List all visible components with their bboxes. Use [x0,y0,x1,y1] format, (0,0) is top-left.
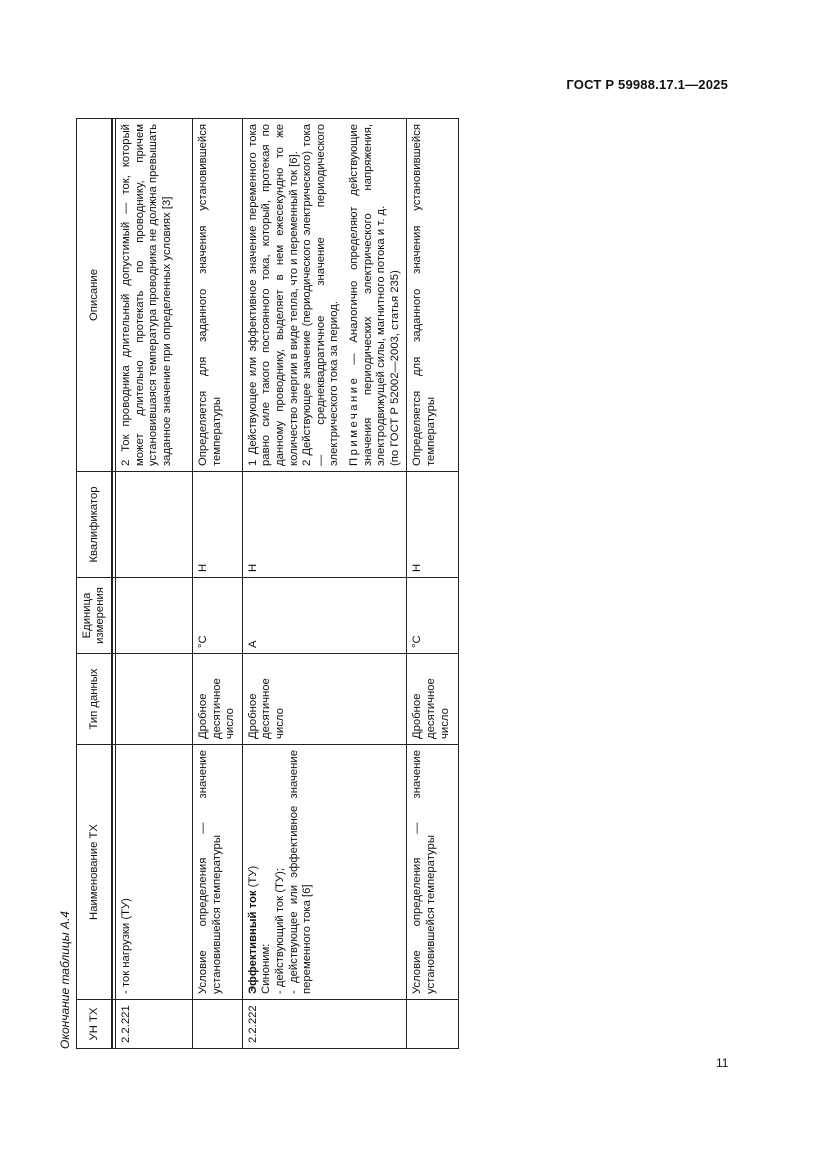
page-number: 11 [716,1056,729,1070]
col-header-description: Описание [77,119,113,472]
cell-unit: °С [193,578,243,654]
cell-description: Определяется для заданного значения установившейся температуры [193,119,243,472]
cell-description: Определяется для заданного значения установившейся температуры [407,119,459,472]
cell-qualifier: Н [407,472,459,578]
cell-unit [116,578,193,654]
cell-description [242,119,407,472]
standard-code: ГОСТ Р 59988.17.1—2025 [566,77,728,92]
cell-name: - ток нагрузки (ТУ) [116,745,193,1000]
rotated-table-area [56,119,516,1049]
cell-qualifier [116,472,193,578]
term-bold: Эффективный ток [246,890,259,994]
cell-description: 2 Ток проводника длительный допустимый — ток, который может длительно протекать по проводнику, причем установившаяся температура проводника не должна превышать заданное значение при определенных условиях [3] [116,119,193,472]
note-label: Примечание [347,375,360,466]
cell-type: Дробное десятичное число [193,654,243,745]
synonym-item: - действующий ток (ТУ); [273,868,286,994]
table-header-row [77,119,113,1049]
cell-un: 2.2.222 [242,1000,407,1049]
col-header-name: Наименование ТХ [77,745,113,1000]
cell-type [116,654,193,745]
description-note [348,124,389,466]
specification-table [76,118,459,1049]
cell-qualifier: Н [242,472,407,578]
note-text: — Аналогично определяют действующие значения периодических электрического напряжения, электродвижущей силы, магнитного потока и т. д. [347,124,388,466]
cell-unit: °С [407,578,459,654]
description-paragraph: 1 Действующее или эффективное значение переменного тока равно силе такого постоянного тока, который, протекая по данному проводнику, выделяет в нем ежесекундно то же количество энергии в виде тепла, что и переменный ток [6]. [246,124,300,466]
cell-name [242,745,407,1000]
synonym-label: Синоним: [260,943,273,994]
cell-unit: А [242,578,407,654]
term-suffix: (ТУ) [246,865,259,891]
cell-type: Дробное десятичное число [407,654,459,745]
cell-type: Дробное десятичное число [242,654,407,745]
col-header-type: Тип данных [77,654,113,745]
table-row [116,119,193,1049]
cell-un [407,1000,459,1049]
synonym-item: - действующее или эффективное значение переменного тока [6] [287,750,314,994]
cell-un: 2.2.221 [116,1000,193,1049]
col-header-unit: Единица измерения [77,578,113,654]
description-paragraph: 2 Действующее значение (периодического электрического) тока — среднеквадратичное значение периодического электрического тока за период. [301,124,341,466]
col-header-un: УН ТХ [77,1000,113,1049]
table-row [242,119,407,1049]
table-row [193,119,243,1049]
note-source: (по ГОСТ Р 52002—2003, статья 235) [388,270,401,466]
table-row [407,119,459,1049]
col-header-qualifier: Квалификатор [77,472,113,578]
table-caption: Окончание таблицы А.4 [58,911,72,1049]
cell-name: Условие определения — значение установившейся температуры [193,745,243,1000]
cell-name: Условие определения — значение установившейся температуры [407,745,459,1000]
cell-qualifier: Н [193,472,243,578]
cell-un [193,1000,243,1049]
